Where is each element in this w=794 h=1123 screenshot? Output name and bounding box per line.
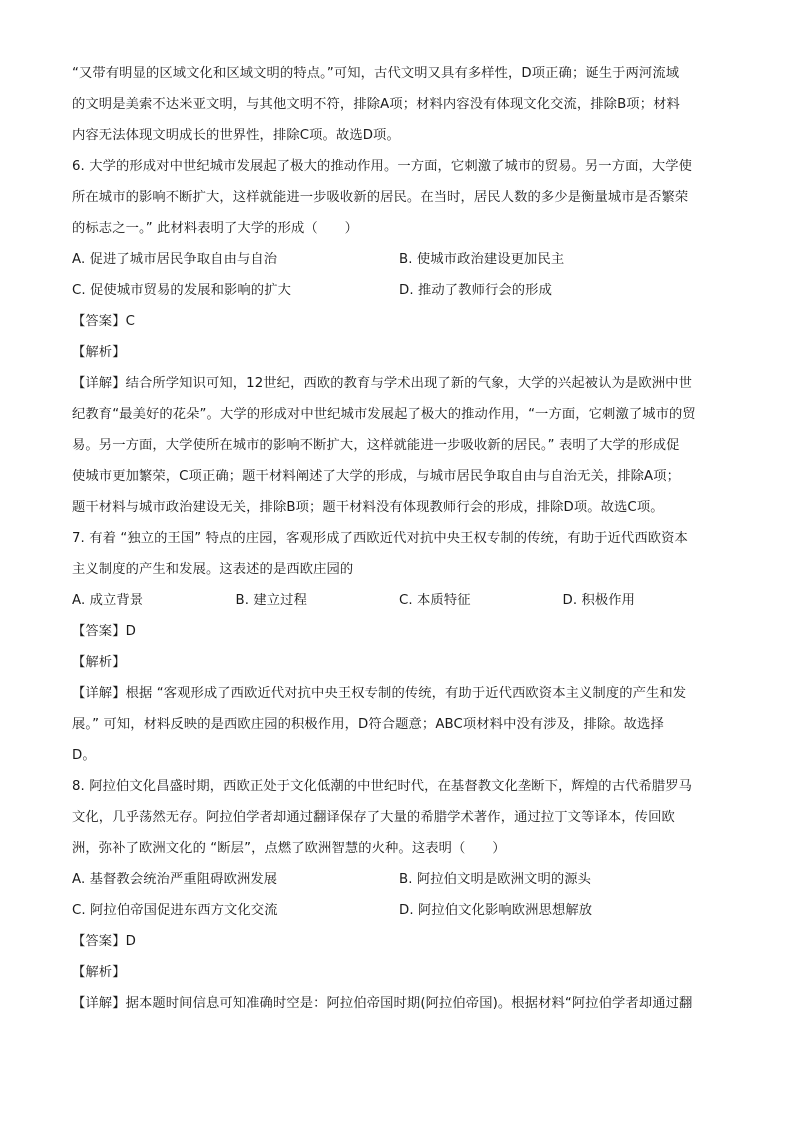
question-8-options <box>72 864 726 895</box>
option-b: B. 阿拉伯文明是欧洲文明的源头 <box>399 872 592 887</box>
text-line: 内容无法体现文明成长的世界性，排除C项。故选D项。 <box>72 128 400 143</box>
explanation-line: 题干材料与城市政治建设无关，排除B项；题干材料没有体现教师行会的形成，排除D项。故选C项。 <box>72 500 664 515</box>
document-page <box>72 58 726 1019</box>
question-8-options <box>72 895 726 926</box>
question-8-stem: 洲，弥补了欧洲文化的 “断层”，点燃了欧洲智慧的火种。这表明（ ） <box>72 841 506 856</box>
question-7-stem: 7. 有着 “独立的王国” 特点的庄园，客观形成了西欧近代对抗中央王权专制的传统，有助于近代西欧资本 <box>72 531 688 546</box>
question-6-options <box>72 275 726 306</box>
question-6-stem: 6. 大学的形成对中世纪城市发展起了极大的推动作用。一方面，它刺激了城市的贸易。另一方面，大学使 <box>72 159 693 174</box>
analysis-label: 【解析】 <box>72 965 126 980</box>
explanation-line: 【详解】根据 “客观形成了西欧近代对抗中央王权专制的传统，有助于近代西欧资本主义制度的产生和发 <box>72 686 687 701</box>
option-a: A. 成立背景 <box>72 593 144 608</box>
option-d: D. 积极作用 <box>562 593 636 608</box>
option-b: B. 建立过程 <box>235 593 307 608</box>
explanation-line: 使城市更加繁荣，C项正确；题干材料阐述了大学的形成，与城市居民争取自由与自治无关，排除A项； <box>72 469 681 484</box>
question-8-stem: 文化，几乎荡然无存。阿拉伯学者却通过翻译保存了大量的希腊学术著作，通过拉丁文等译本，传回欧 <box>72 810 675 825</box>
option-b: B. 使城市政治建设更加民主 <box>399 252 565 267</box>
option-a: A. 促进了城市居民争取自由与自治 <box>72 252 278 267</box>
text-line: “又带有明显的区域文化和区域文明的特点。”可知，古代文明又具有多样性，D项正确；诞生于两河流域 <box>72 66 680 81</box>
text-line: 的文明是美索不达米亚文明，与其他文明不符，排除A项；材料内容没有体现文化交流，排除B项；材料 <box>72 97 680 112</box>
question-6-options <box>72 244 726 275</box>
option-d: D. 阿拉伯文化影响欧洲思想解放 <box>399 903 593 918</box>
explanation-line: 展。” 可知，材料反映的是西欧庄园的积极作用，D符合题意；ABC项材料中没有涉及，排除。故选择 <box>72 717 664 732</box>
question-8-stem: 8. 阿拉伯文化昌盛时期，西欧正处于文化低潮的中世纪时代，在基督教文化垄断下，辉煌的古代希腊罗马 <box>72 779 693 794</box>
explanation-line: 纪教育“最美好的花朵”。大学的形成对中世纪城市发展起了极大的推动作用，“一方面，它刺激了城市的贸 <box>72 407 696 422</box>
question-7-stem: 主义制度的产生和发展。这表述的是西欧庄园的 <box>72 562 354 577</box>
analysis-label: 【解析】 <box>72 655 126 670</box>
answer-label: 【答案】D <box>72 934 136 949</box>
question-6-stem: 的标志之一。” 此材料表明了大学的形成（ ） <box>72 221 358 236</box>
option-a: A. 基督教会统治严重阻碍欧洲发展 <box>72 872 278 887</box>
option-c: C. 本质特征 <box>399 593 471 608</box>
option-c: C. 促使城市贸易的发展和影响的扩大 <box>72 283 291 298</box>
option-d: D. 推动了教师行会的形成 <box>399 283 552 298</box>
answer-label: 【答案】C <box>72 314 135 329</box>
analysis-label: 【解析】 <box>72 345 126 360</box>
answer-label: 【答案】D <box>72 624 136 639</box>
explanation-line: 【详解】据本题时间信息可知准确时空是：阿拉伯帝国时期(阿拉伯帝国)。根据材料“阿拉伯学者却通过翻 <box>72 996 693 1011</box>
explanation-line: 易。另一方面，大学使所在城市的影响不断扩大，这样就能进一步吸收新的居民。” 表明了大学的形成促 <box>72 438 680 453</box>
explanation-line: D。 <box>72 748 96 763</box>
option-c: C. 阿拉伯帝国促进东西方文化交流 <box>72 903 278 918</box>
question-6-stem: 所在城市的影响不断扩大，这样就能进一步吸收新的居民。在当时，居民人数的多少是衡量城市是否繁荣 <box>72 190 689 205</box>
explanation-line: 【详解】结合所学知识可知，12世纪，西欧的教育与学术出现了新的气象，大学的兴起被认为是欧洲中世 <box>72 376 692 391</box>
question-7-options <box>72 585 726 616</box>
